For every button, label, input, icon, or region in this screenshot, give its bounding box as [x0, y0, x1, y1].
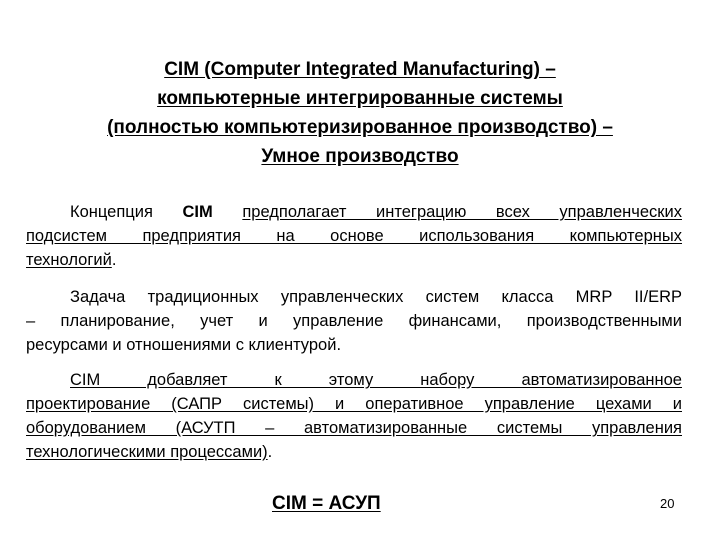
slide-title	[30, 55, 690, 171]
para1-word-concept: Концепция	[70, 203, 153, 221]
para1-line-3-text: технологий	[26, 251, 112, 269]
para3-line-4-text: технологическими процессами)	[26, 443, 268, 461]
para2-line-1: Задача традиционных управленческих систем класса MRP II/ERP	[70, 288, 682, 306]
para3-line-2: проектирование (САПР системы) и оперативное управление цехами и	[26, 395, 682, 413]
para1-line-3	[26, 248, 682, 272]
paragraph-mrp-erp	[26, 285, 682, 357]
para1-line-1-rest: предполагает интеграцию всех управленческих	[242, 203, 682, 221]
title-line-1: CIM (Computer Integrated Manufacturing) –	[164, 59, 556, 80]
title-line-3: (полностью компьютеризированное производство) –	[107, 117, 613, 138]
para1-word-cim: CIM	[182, 203, 213, 221]
para3-line-4	[26, 440, 682, 464]
page-number: 20	[660, 496, 675, 511]
formula-cim-asup: CIM = АСУП	[272, 493, 381, 514]
title-line-2: компьютерные интегрированные системы	[157, 88, 563, 109]
paragraph-cim-concept	[26, 200, 682, 272]
para1-line-2: подсистем предприятия на основе использования компьютерных	[26, 227, 682, 245]
para2-line-3: ресурсами и отношениями с клиентурой.	[26, 336, 342, 354]
paragraph-cim-adds	[26, 368, 682, 464]
para1-line-1	[26, 200, 682, 224]
para3-line-1: CIM добавляет к этому набору автоматизированное	[70, 371, 682, 389]
para3-line-4-end: .	[267, 443, 273, 461]
para3-line-3: оборудованием (АСУТП – автоматизированные системы управления	[26, 419, 682, 437]
para2-line-2: – планирование, учет и управление финансами, производственными	[26, 312, 682, 330]
para1-line-3-end: .	[111, 251, 117, 269]
title-line-4: Умное производство	[261, 146, 459, 167]
